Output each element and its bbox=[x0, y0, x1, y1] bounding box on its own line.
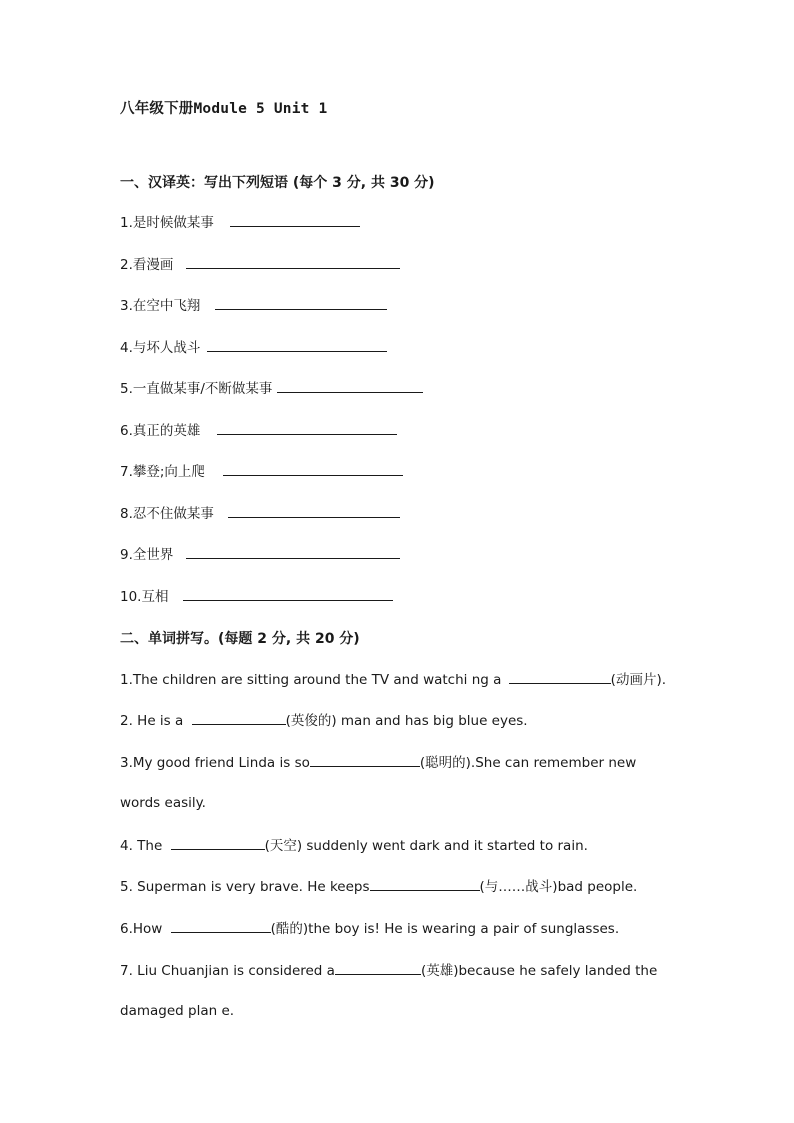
phrase-item-8 bbox=[120, 504, 400, 523]
spelling-item-2 bbox=[120, 711, 528, 730]
sentence-text: (聪明的).She can remember new bbox=[419, 755, 637, 771]
spelling-item-3 bbox=[120, 753, 666, 772]
answer-blank[interactable] bbox=[335, 961, 421, 975]
sentence-text: 7. Liu Chuanjian is considered a bbox=[120, 963, 335, 979]
phrase-label: 5.一直做某事/不断做某事 bbox=[120, 381, 273, 397]
answer-blank[interactable] bbox=[277, 379, 423, 393]
spelling-item-7-continued: damaged plan e. bbox=[120, 1003, 235, 1019]
phrase-item-9 bbox=[120, 545, 400, 564]
answer-blank[interactable] bbox=[370, 877, 480, 891]
phrase-item-5 bbox=[120, 379, 423, 398]
phrase-label: 9.全世界 bbox=[120, 547, 174, 563]
sentence-text: 4. The bbox=[120, 838, 163, 854]
phrase-label: 3.在空中飞翔 bbox=[120, 298, 201, 314]
answer-blank[interactable] bbox=[223, 462, 403, 476]
sentence-text: 5. Superman is very brave. He keeps bbox=[120, 879, 370, 895]
answer-blank[interactable] bbox=[207, 338, 387, 352]
sentence-text: (与……战斗)bad people. bbox=[479, 879, 638, 895]
spelling-item-4 bbox=[120, 836, 588, 855]
spelling-item-3-continued: words easily. bbox=[120, 795, 206, 811]
answer-blank[interactable] bbox=[310, 753, 420, 767]
spelling-item-6 bbox=[120, 919, 619, 938]
sentence-text: (酷的)the boy is! He is wearing a pair of sunglasses. bbox=[270, 921, 620, 937]
sentence-text: 6.How bbox=[120, 921, 163, 937]
section1-heading: 一、汉译英：写出下列短语 (每个 3 分, 共 30 分) bbox=[120, 175, 435, 191]
answer-blank[interactable] bbox=[183, 587, 393, 601]
phrase-item-4 bbox=[120, 338, 387, 357]
answer-blank[interactable] bbox=[230, 213, 360, 227]
spelling-item-7 bbox=[120, 961, 666, 980]
phrase-label: 2.看漫画 bbox=[120, 257, 174, 273]
answer-blank[interactable] bbox=[192, 711, 286, 725]
phrase-item-1 bbox=[120, 213, 360, 232]
answer-blank[interactable] bbox=[186, 545, 400, 559]
spelling-item-1 bbox=[120, 670, 666, 689]
phrase-label: 1.是时候做某事 bbox=[120, 215, 214, 231]
phrase-label: 8.忍不住做某事 bbox=[120, 506, 214, 522]
answer-blank[interactable] bbox=[228, 504, 400, 518]
answer-blank[interactable] bbox=[215, 296, 387, 310]
answer-blank[interactable] bbox=[217, 421, 397, 435]
phrase-label: 10.互相 bbox=[120, 589, 169, 605]
phrase-item-7 bbox=[120, 462, 403, 481]
sentence-text: (英俊的) man and has big blue eyes. bbox=[285, 713, 528, 729]
answer-blank[interactable] bbox=[171, 919, 271, 933]
sentence-text: 2. He is a bbox=[120, 713, 184, 729]
answer-blank[interactable] bbox=[186, 255, 400, 269]
answer-blank[interactable] bbox=[171, 836, 265, 850]
sentence-text: 1.The children are sitting around the TV and watchi ng a bbox=[120, 672, 502, 688]
spelling-item-5 bbox=[120, 877, 637, 896]
sentence-text: (英雄)because he safely landed the bbox=[420, 963, 658, 979]
sentence-text: (天空) suddenly went dark and it started to rain. bbox=[264, 838, 588, 854]
phrase-item-10 bbox=[120, 587, 393, 606]
phrase-label: 6.真正的英雄 bbox=[120, 423, 201, 439]
section2-heading: 二、单词拼写。(每题 2 分, 共 20 分) bbox=[120, 631, 360, 647]
phrase-item-6 bbox=[120, 421, 397, 440]
answer-blank[interactable] bbox=[509, 670, 611, 684]
phrase-item-2 bbox=[120, 255, 400, 274]
phrase-item-3 bbox=[120, 296, 387, 315]
hint-text: (动画片). bbox=[610, 672, 666, 688]
sentence-text: 3.My good friend Linda is so bbox=[120, 755, 310, 771]
phrase-label: 4.与坏人战斗 bbox=[120, 340, 201, 356]
phrase-label: 7.攀登;向上爬 bbox=[120, 464, 205, 480]
document-title: 八年级下册Module 5 Unit 1 bbox=[120, 101, 328, 117]
